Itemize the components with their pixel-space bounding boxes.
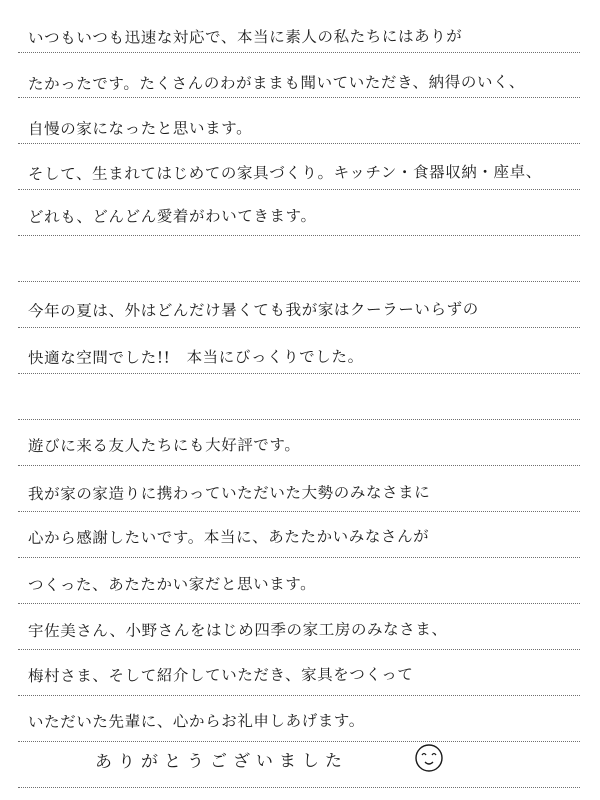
ruled-line (18, 327, 580, 328)
letter-line: 快適な空間でした!! 本当にびっくりでした。 (27, 347, 364, 368)
letter-line: 宇佐美さん、小野さんをはじめ四季の家工房のみなさま、 (27, 620, 448, 641)
ruled-line (18, 557, 580, 558)
letter-line: そして、生まれてはじめての家具づくり。キッチン・食器収納・座卓、 (27, 162, 542, 184)
smiley-face-icon (414, 743, 444, 773)
letter-line: 遊びに来る友人たちにも大好評です。 (27, 436, 301, 456)
letter-line: つくった、あたたかい家だと思います。 (27, 574, 317, 595)
letter-line: いただいた先輩に、心からお礼申しあげます。 (27, 711, 365, 732)
letter-line: たかったです。たくさんのわがままも聞いていただき、納得のいく、 (27, 73, 525, 94)
ruled-line (18, 649, 580, 650)
letter-line: 心から感謝したいです。本当に、あたたかいみなさんが (27, 527, 430, 548)
ruled-line (18, 235, 580, 236)
letter-line: どれも、どんどん愛着がわいてきます。 (27, 206, 317, 227)
ruled-line (18, 281, 580, 282)
letter-line: 今年の夏は、外はどんだけ暑くても我が家はクーラーいらずの (27, 300, 479, 321)
ruled-line (18, 189, 580, 190)
ruled-line (18, 695, 580, 696)
ruled-line (18, 373, 580, 374)
letter-line (28, 252, 580, 254)
ruled-line (18, 52, 580, 53)
ruled-line (18, 603, 580, 604)
ruled-line (18, 741, 580, 742)
ruled-line (18, 465, 580, 466)
letter-line: 我が家の家造りに携わっていただいた大勢のみなさまに (27, 483, 431, 504)
ruled-line (18, 143, 580, 144)
letter-line: 梅村さま、そして紹介していただき、家具をつくって (27, 665, 414, 686)
closing-line: ありがとうございました (94, 751, 349, 773)
ruled-line (18, 511, 580, 512)
ruled-line (18, 419, 580, 420)
letter-line (28, 392, 580, 394)
ruled-line (18, 787, 580, 788)
letter-line: いつもいつも迅速な対応で、本当に素人の私たちにはありが (27, 27, 463, 48)
ruled-line (18, 97, 580, 98)
letter-line: 自慢の家になったと思います。 (27, 119, 253, 139)
